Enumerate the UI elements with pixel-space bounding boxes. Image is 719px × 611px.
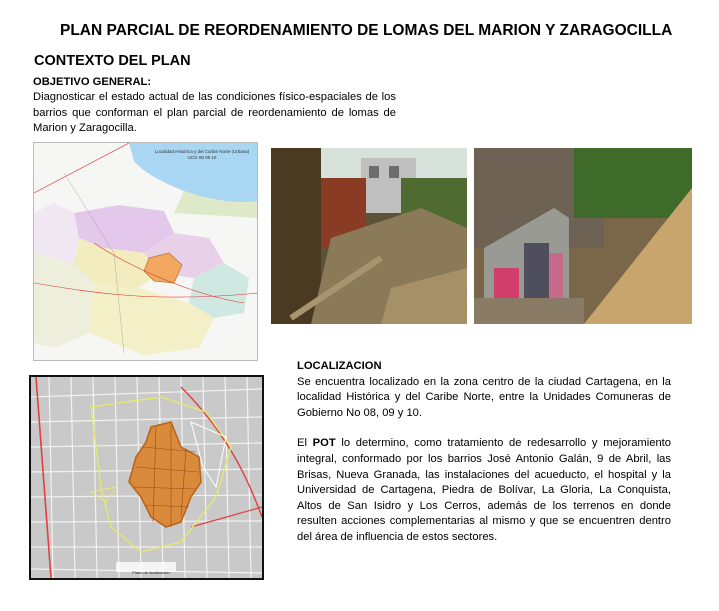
page-title: PLAN PARCIAL DE REORDENAMIENTO DE LOMAS DEL MARION Y ZARAGOCILLA [60, 22, 673, 39]
location-block [297, 359, 671, 546]
section-subtitle: CONTEXTO DEL PLAN [34, 53, 191, 69]
location-paragraph-1: Se encuentra localizado en la zona centro de la ciudad Cartagena, en la localidad Histórica y del Caribe Norte, entre la Unidades Comuneras de Gobierno No 08, 09 y 10. [297, 375, 671, 419]
houses-slope-photo [474, 148, 692, 324]
locality-map-image [33, 142, 258, 361]
p2-rest: lo determino, como tratamiento de redesarrollo y mejoramiento integral, conformado por los barrios José Antonio Galán, 9 de Abril, las Brisas, Nueva Granada, las instalaciones del acueducto, el hospital y la Universidad de Cartagena, Piedra de Bolívar, La Gloria, La Conquista, Altos de San Isidro y Los Cerros, además de los terrenos en donde resulten acciones complementarias al mismo y que se encuentren dentro del área de influencia de estos sectores. [297, 437, 672, 543]
objective-heading: OBJETIVO GENERAL: [33, 76, 152, 88]
location-heading: LOCALIZACION [297, 360, 382, 372]
map-caption: Localidad Histórica y del Caribe Norte (Urbana) UCG 08 09 10 [154, 149, 250, 160]
objective-block [33, 75, 396, 136]
map2-caption: Plano de localización [132, 570, 170, 575]
p2-lead: El [297, 437, 313, 450]
pot-keyword: POT [312, 437, 336, 450]
location-paragraph-2 [297, 436, 671, 545]
landslide-photo [271, 148, 467, 324]
plan-area-map-image [29, 375, 264, 580]
objective-text: Diagnosticar el estado actual de las condiciones físico-espaciales de los barrios que conforman el plan parcial de reordenamiento de lomas de Marion y Zaragocilla. [33, 91, 396, 134]
